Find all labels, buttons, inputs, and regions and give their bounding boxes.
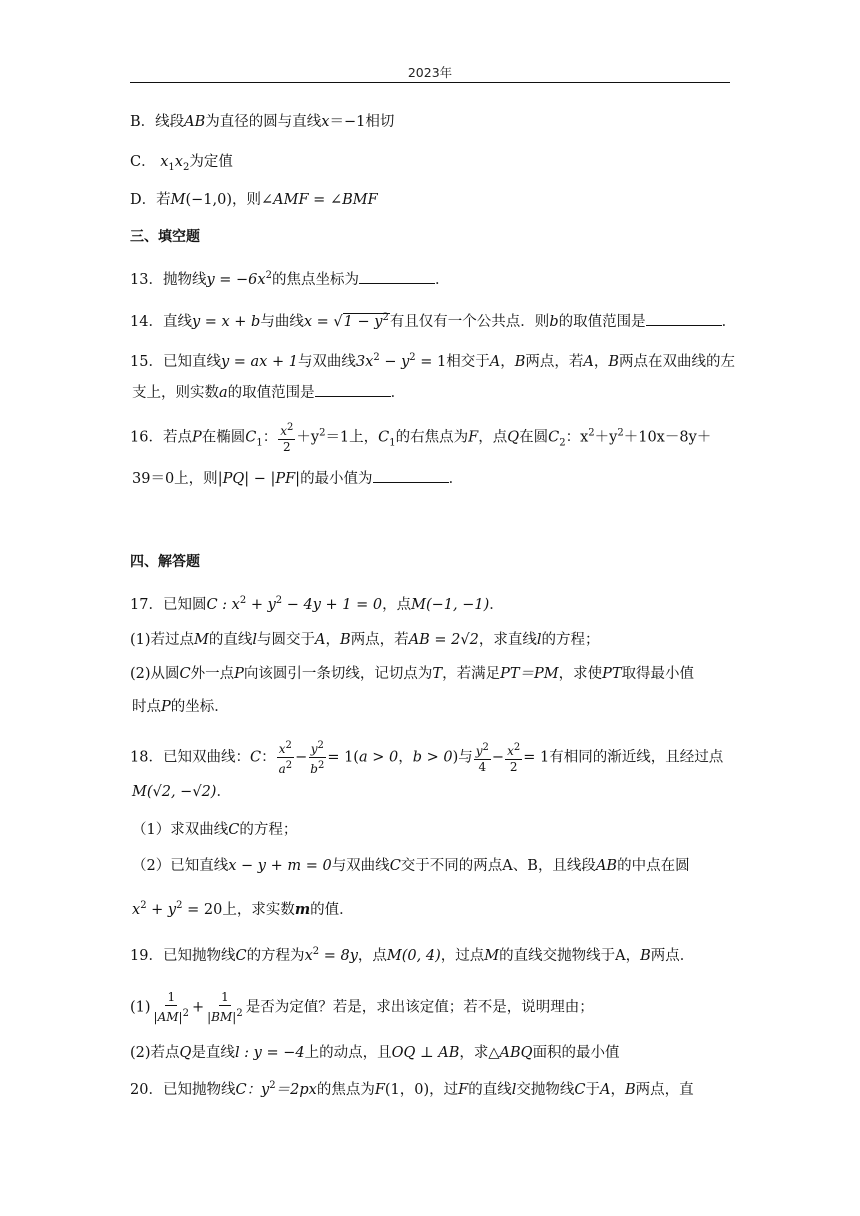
q19-frac2-exp: 2 [236,1008,243,1019]
q17-p1-e: ，求直线 [478,632,537,648]
q18-cond2: b > 0 [412,749,453,766]
q16-answer-blank[interactable] [373,468,449,483]
q19-p2-a: (2)若点 [130,1045,180,1061]
q17-p3-b: 的坐标． [170,699,229,715]
q16-text-k: 39＝0上，则 [132,471,218,487]
q13-answer-blank[interactable] [359,269,435,284]
option-c [130,152,233,178]
q20-pa: A [599,1081,611,1098]
q18-frac-y24 [474,740,491,775]
q19-text-d: ，过点 [440,947,485,964]
q18-s2-line: x − y + m = 0 [228,858,332,874]
q19-pb: B [640,947,651,964]
q16-text-a: 若点 [162,429,192,446]
question-19-part-1 [130,990,594,1025]
option-c-label: C． [130,154,156,170]
q15-text-d: 两点，若 [525,353,584,370]
q16-point-q: Q [507,429,520,446]
q19-text-f: 两点． [650,947,695,964]
q19-plus: + [191,999,205,1016]
q17-p2-pt: PT [602,666,622,682]
q16-text-j: ＋10x－8y＋ [623,429,712,446]
q16-frac-den: 2 [282,440,291,454]
q17-circle-b: + y [246,596,276,613]
option-c-sub1: 1 [168,161,175,173]
q20-text-f: 的直线 [468,1081,512,1098]
q16-text-g: 在圆 [519,429,549,446]
option-b-text: 线段 [155,114,185,130]
q18-cond1: a > 0 [358,749,399,766]
q20-text-g: 交抛物线 [516,1081,575,1098]
question-18-line-2 [132,782,231,802]
q14-end: ． [721,313,737,330]
q18-d2e: 2 [317,760,325,771]
q14-curve-radicand: 1 − y [343,313,383,330]
q18-s2-d: ，且线段 [537,858,596,874]
q16-text-l: 的最小值为 [300,471,373,487]
q18-text-b: 有相同的渐近线，且经过点 [549,749,724,766]
q19-text-c: ，点 [357,947,387,964]
q20-text-h: 于 [585,1081,600,1098]
q18-s2-pb: B [527,858,538,874]
q17-p1-pa: A [315,632,326,648]
q15-text-e: 两点在双曲线的左 [619,353,736,370]
question-18-part-1 [132,820,297,840]
q16-frac-num: x [280,424,287,438]
section-answer: 四、解答题 [130,554,200,570]
q17-p1-pb: B [340,632,351,648]
q14-number: 14． [130,313,163,330]
question-18-part-2 [132,856,690,876]
q19-text-a: 已知抛物线 [162,947,236,964]
q15-hyperbola-c: = 1 [415,353,447,370]
q18-frac-x2a2 [277,738,295,777]
q18-s3-d: 上，求实数 [222,901,295,918]
q13-end: ． [434,271,450,288]
q18-close: )与 [452,749,473,766]
q15-var-a: a [219,385,228,401]
q18-s3-m: m [294,900,311,918]
q18-point: M(√2, −√2) [132,784,217,800]
q15-answer-blank[interactable] [315,382,391,397]
question-15-line-1 [130,348,735,372]
q19-p1-label: (1) [130,999,151,1016]
q19-c: C [235,947,247,964]
question-18-part-2b [132,896,354,920]
q13-text: 抛物线 [162,271,207,288]
q16-text-b: 在椭圆 [201,429,246,446]
option-b-var: x [321,114,330,130]
q16-number: 16． [130,429,163,446]
q20-c: C [235,1081,247,1098]
option-d [130,190,378,210]
q17-p2-cond: PT＝PM [500,666,559,682]
q19-frac-bm [205,990,245,1025]
q19-frac-am [152,990,191,1025]
q14-answer-blank[interactable] [646,311,722,326]
q20-number: 20． [130,1081,163,1098]
page-header-year: 2023年 [407,65,453,80]
q19-p2-line: l : y = −4 [234,1045,305,1061]
q19-comma: ， [625,947,641,964]
q16-c2: C [548,429,560,446]
q17-p1-c: 与圆交于 [257,632,316,648]
q16-text-f: ，点 [478,429,508,446]
q18-s2-ab: AB [595,858,618,874]
q18-s3-y: + y [146,901,177,918]
q16-exp-i: 2 [617,427,624,439]
q15-text-a: 已知直线 [162,353,221,370]
q16-text-d: ＝1上， [325,429,379,446]
option-d-text: 若 [156,192,171,208]
q17-circle-a: C : x [206,596,240,613]
q15-point-b: B [514,353,526,370]
q17-p2-p: P [234,666,244,682]
q15-number: 15． [130,353,163,370]
q14-text: 直线 [162,313,192,330]
q15-exp1: 2 [373,352,380,363]
q19-p2-q: Q [179,1045,192,1061]
q17-p2-b: 外一点 [190,666,235,682]
option-d-eq: = [308,192,330,208]
q16-c1-sub-again: 1 [389,437,396,449]
q16-ellipse-fraction [278,420,295,455]
q16-text-h: ：x [565,429,589,446]
q15-text-g: 的取值范围是 [227,385,315,401]
q18-n4: x [507,744,514,758]
q16-exp-h: 2 [588,427,595,439]
q18-s2-a: （2）已知直线 [132,858,229,874]
q17-end: ． [489,596,504,613]
q18-colon: ： [261,749,276,766]
q17-circle-c: − 4y + 1 = 0 [282,596,383,613]
q19-number: 19． [130,947,163,964]
header-rule [130,82,730,83]
q17-p3-a: 时点 [132,699,161,715]
q13-number: 13． [130,271,163,288]
q19-eq-x: x [304,947,313,964]
q14-text-mid2: 有且仅有一个公共点．则 [389,313,550,330]
q16-c1-sub: 1 [256,437,263,449]
q17-p2-a: (2)从圆 [130,666,180,682]
q18-n1: x [278,742,286,756]
q17-p2-text-c: 向该圆引一条切线，记切点为 [243,666,433,682]
q16-point-p: P [191,429,202,446]
q17-p1-comma: ， [325,632,341,648]
q16-exp-c: 2 [319,427,326,439]
q18-frac-y2b2 [308,738,326,777]
q15-text-b: 与双曲线 [297,353,356,370]
q17-p1-m: M [194,632,209,648]
q20-comma: ， [610,1081,625,1098]
q18-minus2: − [491,749,505,766]
q17-p1-a: (1)若过点 [130,632,195,648]
q18-c: C [249,749,262,766]
q18-number: 18． [130,749,163,766]
q20-pb: B [624,1081,636,1098]
q18-point-end: ． [216,784,231,800]
question-20-line-1 [130,1076,694,1100]
option-c-sub2: 2 [182,161,190,173]
q16-text-i: ＋y [594,429,618,446]
option-d-coord: (−1,0) [185,192,233,208]
q17-p2-c: C [179,666,191,682]
q15-exp2: 2 [409,352,416,363]
question-17-part-1 [130,630,600,650]
q15-text-f: 支上，则实数 [132,385,219,401]
q13-text-end: 的焦点坐标为 [271,271,359,288]
question-15-line-2 [132,382,405,403]
q19-p2-c: 上的动点，且 [304,1045,392,1061]
q15-line-formula: y = ax + 1 [220,353,298,370]
q19-text-b: 的方程为 [246,947,305,964]
question-17-part-2 [130,664,694,684]
question-17-line-1 [130,591,504,615]
section-fill-in: 三、填空题 [130,229,200,245]
q17-p1-l2: l [536,632,542,648]
question-14: 14．直线y = x + b与曲线$x = √1 - y^2$有且仅有一个公共点．则b的取值范围是 ． [130,312,737,330]
q20-text-b: ：y [246,1081,270,1098]
q14-curve-lhs: x = [303,313,334,330]
q17-p2-d: ，若满足 [442,666,501,682]
option-b-segment: AB [184,114,206,130]
q19-p2-triangle: △ABQ [488,1045,533,1061]
q15-point-b2: B [608,353,620,370]
question-13 [130,266,449,290]
q19-frac1-num: 1 [167,990,176,1004]
q18-s2-c: C [389,858,401,874]
option-d-label: D． [130,192,157,208]
question-18-line-1 [130,738,723,777]
q19-eq-exp: 2 [312,946,320,957]
q17-p1-ab: AB = 2√2 [408,632,479,648]
q18-n2e: 2 [317,740,324,751]
option-b-text-end: 相切 [365,114,395,130]
option-d-angle2: ∠BMF [329,192,378,208]
q14-text-end: 的取值范围是 [558,313,646,330]
q20-f2: F [458,1081,469,1098]
q17-p1-f: 的方程； [541,632,600,648]
q18-n1e: 2 [285,740,292,751]
q16-frac-exp: 2 [286,422,294,433]
q18-n3: y [475,744,483,758]
q17-point: M(−1, −1) [411,596,490,613]
q19-frac2-den: |BM| [207,1010,237,1024]
q19-p2-d: ，求 [459,1045,489,1061]
q15-hyperbola-a: 3x [355,353,374,370]
option-b-text-mid: 为直径的圆与直线 [205,114,322,130]
q18-n2: y [310,742,318,756]
q16-expression: |PQ| − |PF| [217,471,301,487]
option-b-label: B． [130,114,156,130]
q15-text-c: 相交于 [446,353,490,370]
q19-p1-text: 是否为定值？若是，求出该定值；若不是，说明理由； [245,999,594,1016]
q18-n3e: 2 [482,742,489,753]
question-16-line-2 [132,468,463,489]
q18-s1-b: 的方程； [239,822,298,838]
q17-p3-p: P [161,699,171,715]
q18-s3-eq: = 20 [182,901,223,918]
q20-text-c: ＝2px [275,1081,317,1098]
q19-pa: A [615,947,626,964]
q19-point: M(0, 4) [386,947,441,964]
q15-hyperbola-b: − y [379,353,410,370]
q18-s1-c: C [228,822,240,838]
q19-p2-perp: OQ ⊥ AB [391,1045,460,1061]
option-d-text-mid: ，则 [232,192,262,208]
q18-s3-xe: 2 [140,900,147,911]
q18-minus: − [295,749,308,766]
q18-s3-ye: 2 [176,900,183,911]
q17-exp1: 2 [239,595,247,606]
option-d-point: M [170,192,186,208]
q19-frac2-num: 1 [221,990,229,1004]
question-17-part-2b [132,697,229,717]
q20-c2: C [574,1081,586,1098]
q16-end: ． [448,471,464,487]
q19-eq-y: = 8y [319,947,358,964]
q18-d3: 4 [478,760,487,774]
question-16-line-1 [130,420,711,455]
q18-d1: a [278,762,286,776]
q18-d4: 2 [509,760,518,774]
q18-s2-e: 的中点在圆 [617,858,690,874]
q18-d2: b [310,762,318,776]
q17-p1-b: 的直线 [208,632,253,648]
q18-n4e: 2 [513,742,521,753]
option-b-eq: ＝−1 [329,114,366,130]
q20-text-i: 两点，直 [635,1081,694,1098]
q13-exp: 2 [265,270,272,281]
option-c-x2: x [174,154,183,170]
q18-s2-pa: A [502,858,513,874]
q16-text-e: 的右焦点为 [395,429,469,446]
q14-curve-exp: 2 [382,312,389,323]
q13-formula: y = −6x [206,271,266,288]
q14-text-mid: 与曲线 [260,313,304,330]
q19-p2-e: 面积的最小值 [532,1045,620,1061]
q16-c1-again: C [378,429,390,446]
option-c-x1: x [160,154,169,170]
q18-eq1: = 1( [327,749,359,766]
q18-text-a: 已知双曲线： [162,749,250,766]
option-d-angle1: ∠AMF [261,192,309,208]
q20-f: F [374,1081,385,1098]
q18-s2-text-c: 交于不同的两点 [400,858,503,874]
question-19-line-1 [130,942,694,966]
q16-c2-sub: 2 [559,437,566,449]
q18-s1-a: （1）求双曲线 [132,822,229,838]
q17-number: 17． [130,596,163,613]
q20-text-d: 的焦点为 [316,1081,375,1098]
q17-text-b: ，点 [382,596,412,613]
question-19-part-2 [130,1043,620,1063]
q18-s2-b: 与双曲线 [331,858,390,874]
q18-eq2: = 1 [523,749,550,766]
q14-line-formula: y = x + b [191,313,261,330]
q18-d1e: 2 [285,760,293,771]
q19-m: M [484,947,500,964]
q15-point-a: A [489,353,501,370]
q17-p1-l: l [252,632,258,648]
q15-comma: ， [500,353,515,370]
q20-text-e: (1，0)，过 [384,1081,459,1098]
q18-s3-x: x [132,901,141,918]
q18-sep: ， [398,749,413,766]
q15-comma2: ， [593,353,609,370]
q18-frac-x22 [505,740,522,775]
q17-p2-e: ，求使 [558,666,603,682]
q17-p2-t: T [432,666,443,682]
q16-colon: ： [262,429,278,446]
q17-p1-d: 两点，若 [350,632,409,648]
q17-exp2: 2 [275,595,283,606]
q15-point-a2: A [583,353,594,370]
option-b [130,112,394,132]
q14-var-b: b [549,313,559,330]
option-c-text: 为定值 [189,154,233,170]
q18-s2-dun: 、 [512,858,528,874]
q17-text-a: 已知圆 [162,596,207,613]
q17-p2-f: 取得最小值 [621,666,695,682]
q19-frac1-den: |AM| [153,1010,183,1024]
q16-point-f: F [468,429,479,446]
q19-p2-b: 是直线 [191,1045,235,1061]
q20-exp: 2 [269,1080,276,1091]
q19-text-e: 的直线交抛物线于 [499,947,616,964]
q19-frac1-exp: 2 [182,1008,189,1019]
q15-end: ． [390,385,406,401]
q20-text-a: 已知抛物线 [162,1081,236,1098]
q16-text-c: ＋y [296,429,320,446]
q20-l: l [511,1081,517,1098]
q18-s3-e: 的值． [310,901,354,918]
q16-c1: C [245,429,257,446]
